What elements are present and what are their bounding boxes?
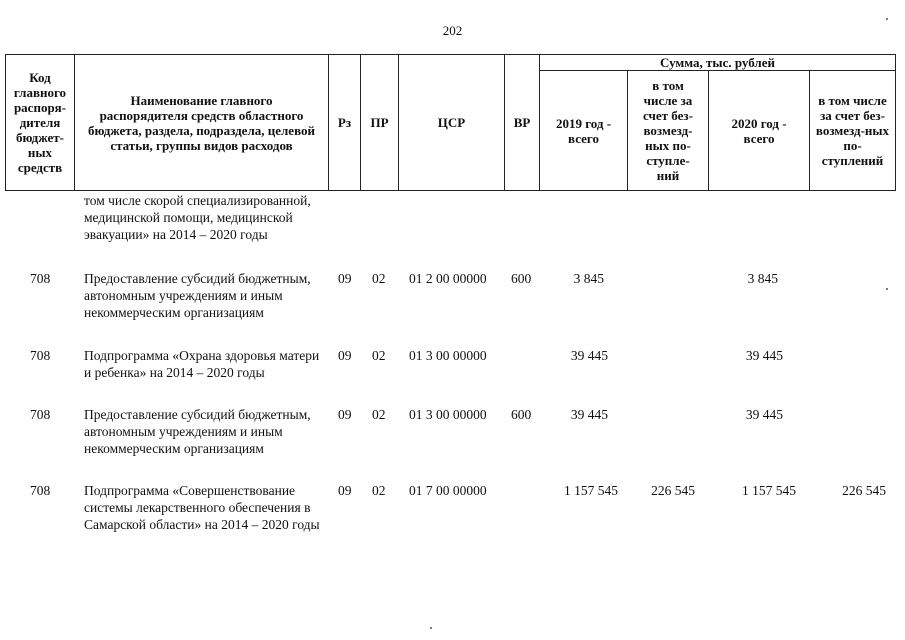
row-rz: 09: [338, 348, 352, 363]
row-code: 708: [30, 407, 51, 422]
row-2020-total: 39 445: [745, 348, 783, 363]
row-2020-total: 3 845: [747, 271, 778, 286]
row-2020-free: 226 545: [842, 483, 886, 498]
page-number: 202: [442, 23, 463, 38]
row-rz: 09: [338, 483, 352, 498]
row-2019-total: 3 845: [573, 271, 604, 286]
header-2019-free: в том числе за счет без-возмезд-ных по-ступле-ний: [627, 70, 709, 191]
scan-speck: [886, 288, 888, 290]
row-pr: 02: [372, 348, 386, 363]
row-code: 708: [30, 483, 51, 498]
row-name: Подпрограмма «Совершенствование системы лекарственного обеспечения в Самарской области» на 2014 – 2020 годы: [84, 483, 320, 532]
header-code: Код главного распоря-дителя бюджет-ных средств: [5, 54, 75, 191]
row-name: Предоставление субсидий бюджетным, автономным учреждениям и иным некоммерческим организациям: [84, 407, 311, 456]
header-2020-free: в том числе за счет без-возмезд-ных по-ступлений: [809, 70, 896, 191]
row-csr: 01 2 00 00000: [409, 271, 487, 286]
row-2019-total: 39 445: [570, 407, 608, 422]
header-pr: ПР: [360, 54, 399, 191]
continuation-text: том числе скорой специализированной, медицинской помощи, медицинской эвакуации» на 2014 – 2020 годы: [84, 193, 311, 242]
row-pr: 02: [372, 407, 386, 422]
header-2020-total: 2020 год - всего: [708, 70, 810, 191]
row-pr: 02: [372, 271, 386, 286]
row-rz: 09: [338, 271, 352, 286]
row-2019-total: 39 445: [570, 348, 608, 363]
row-pr: 02: [372, 483, 386, 498]
header-csr: ЦСР: [398, 54, 505, 191]
row-rz: 09: [338, 407, 352, 422]
row-name: Предоставление субсидий бюджетным, автономным учреждениям и иным некоммерческим организациям: [84, 271, 311, 320]
header-sum-group: Сумма, тыс. рублей: [539, 54, 896, 71]
row-vr: 600: [511, 271, 532, 286]
row-csr: 01 7 00 00000: [409, 483, 487, 498]
scan-speck: [430, 627, 432, 629]
row-2020-total: 1 157 545: [742, 483, 796, 498]
header-name: Наименование главного распорядителя средств областного бюджета, раздела, подраздела, целевой статьи, группы видов расходов: [74, 54, 329, 191]
row-code: 708: [30, 271, 51, 286]
row-2019-free: 226 545: [651, 483, 695, 498]
row-csr: 01 3 00 00000: [409, 407, 487, 422]
scan-speck: [886, 18, 888, 20]
row-vr: 600: [511, 407, 532, 422]
header-2019-total: 2019 год - всего: [539, 70, 628, 191]
row-code: 708: [30, 348, 51, 363]
header-vr: ВР: [504, 54, 540, 191]
header-rz: Рз: [328, 54, 361, 191]
row-name: Подпрограмма «Охрана здоровья матери и ребенка» на 2014 – 2020 годы: [84, 348, 320, 380]
row-csr: 01 3 00 00000: [409, 348, 487, 363]
row-2020-total: 39 445: [745, 407, 783, 422]
row-2019-total: 1 157 545: [564, 483, 618, 498]
